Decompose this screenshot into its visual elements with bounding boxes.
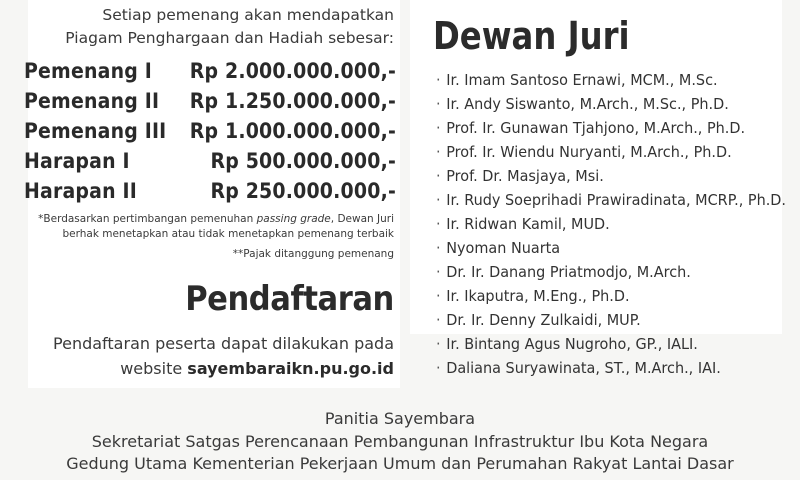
bullet-icon: · bbox=[436, 287, 441, 305]
jury-member bbox=[436, 236, 786, 260]
jury-member-name: Ir. Andy Siswanto, M.Arch., M.Sc., Ph.D. bbox=[446, 95, 729, 113]
prize-label: Pemenang III bbox=[24, 119, 167, 143]
prize-label: Harapan I bbox=[24, 149, 130, 173]
note-line-1 bbox=[38, 212, 394, 227]
bullet-icon: · bbox=[436, 191, 441, 209]
jury-member bbox=[436, 116, 786, 140]
bullet-icon: · bbox=[436, 167, 441, 185]
registration-line-1: Pendaftaran peserta dapat dilakukan pada bbox=[53, 334, 394, 353]
jury-member-name: Ir. Bintang Agus Nugroho, GP., IALI. bbox=[446, 335, 698, 353]
jury-member bbox=[436, 212, 786, 236]
bullet-icon: · bbox=[436, 119, 441, 137]
jury-member bbox=[436, 92, 786, 116]
jury-member bbox=[436, 188, 786, 212]
bullet-icon: · bbox=[436, 263, 441, 281]
prize-amount: Rp 1.250.000.000,- bbox=[189, 89, 396, 113]
jury-member-name: Dr. Ir. Danang Priatmodjo, M.Arch. bbox=[446, 263, 691, 281]
jury-member-name: Nyoman Nuarta bbox=[446, 239, 561, 257]
jury-member-name: Dr. Ir. Denny Zulkaidi, MUP. bbox=[446, 311, 641, 329]
bullet-icon: · bbox=[436, 215, 441, 233]
tax-note: **Pajak ditanggung pemenang bbox=[232, 248, 394, 260]
prize-amount: Rp 1.000.000.000,- bbox=[189, 119, 396, 143]
bullet-icon: · bbox=[436, 335, 441, 353]
prize-row bbox=[24, 116, 396, 146]
registration-prefix: website bbox=[120, 359, 188, 378]
prize-label: Pemenang II bbox=[24, 89, 160, 113]
note-line-2: berhak menetapkan atau tidak menetapkan pemenang terbaik bbox=[62, 227, 394, 240]
registration-text bbox=[53, 331, 394, 381]
jury-member-name: Prof. Ir. Wiendu Nuryanti, M.Arch., Ph.D. bbox=[446, 143, 732, 161]
jury-list bbox=[436, 68, 800, 380]
jury-member-name: Prof. Ir. Gunawan Tjahjono, M.Arch., Ph.D. bbox=[446, 119, 746, 137]
prize-notes bbox=[38, 212, 394, 262]
note-text: , Dewan Juri bbox=[330, 213, 394, 225]
jury-member bbox=[436, 140, 786, 164]
prize-row bbox=[24, 146, 396, 176]
footer-secretariat: Sekretariat Satgas Perencanaan Pembangunan Infrastruktur Ibu Kota Negara bbox=[91, 431, 709, 451]
prize-label: Harapan II bbox=[24, 179, 137, 203]
bullet-icon: · bbox=[436, 71, 441, 89]
website-link[interactable]: sayembaraikn.pu.go.id bbox=[187, 359, 394, 378]
prize-row bbox=[24, 56, 396, 86]
prize-amount: Rp 500.000.000,- bbox=[210, 149, 396, 173]
prize-list bbox=[24, 56, 396, 206]
registration-title: Pendaftaran bbox=[185, 279, 394, 319]
jury-member-name: Daliana Suryawinata, ST., M.Arch., IAI. bbox=[446, 359, 721, 377]
note-emphasis: passing grade bbox=[256, 213, 331, 225]
footer-address: Gedung Utama Kementerian Pekerjaan Umum dan Perumahan Rakyat Lantai Dasar bbox=[66, 454, 734, 473]
jury-member-name: Prof. Dr. Masjaya, Msi. bbox=[446, 167, 604, 185]
bullet-icon: · bbox=[436, 311, 441, 329]
jury-member-name: Ir. Ikaputra, M.Eng., Ph.D. bbox=[446, 287, 630, 305]
jury-member bbox=[436, 284, 786, 308]
prize-intro-line-2: Piagam Penghargaan dan Hadiah sebesar: bbox=[65, 29, 394, 47]
bullet-icon: · bbox=[436, 95, 441, 113]
jury-member bbox=[436, 308, 786, 332]
prize-label: Pemenang I bbox=[24, 59, 152, 83]
registration-line-2 bbox=[53, 356, 394, 381]
note-text: *Berdasarkan pertimbangan pemenuhan bbox=[38, 213, 257, 225]
prize-amount: Rp 250.000.000,- bbox=[210, 179, 396, 203]
jury-member-name: Ir. Ridwan Kamil, MUD. bbox=[446, 215, 610, 233]
jury-member-name: Ir. Rudy Soeprihadi Prawiradinata, MCRP., Ph.D. bbox=[446, 191, 786, 209]
prize-row bbox=[24, 86, 396, 116]
prize-amount: Rp 2.000.000.000,- bbox=[189, 59, 396, 83]
footer-committee: Panitia Sayembara bbox=[324, 409, 476, 428]
prize-intro-line-1: Setiap pemenang akan mendapatkan bbox=[102, 6, 394, 24]
bullet-icon: · bbox=[436, 239, 441, 257]
jury-member bbox=[436, 68, 786, 92]
prize-intro bbox=[65, 4, 394, 50]
jury-member bbox=[436, 164, 786, 188]
jury-member bbox=[436, 332, 786, 356]
jury-member bbox=[436, 260, 786, 284]
prize-row bbox=[24, 176, 396, 206]
bullet-icon: · bbox=[436, 359, 441, 377]
bullet-icon: · bbox=[436, 143, 441, 161]
jury-title: Dewan Juri bbox=[433, 14, 630, 58]
jury-member-name: Ir. Imam Santoso Ernawi, MCM., M.Sc. bbox=[446, 71, 718, 89]
jury-member bbox=[436, 356, 786, 380]
footer bbox=[0, 408, 800, 476]
